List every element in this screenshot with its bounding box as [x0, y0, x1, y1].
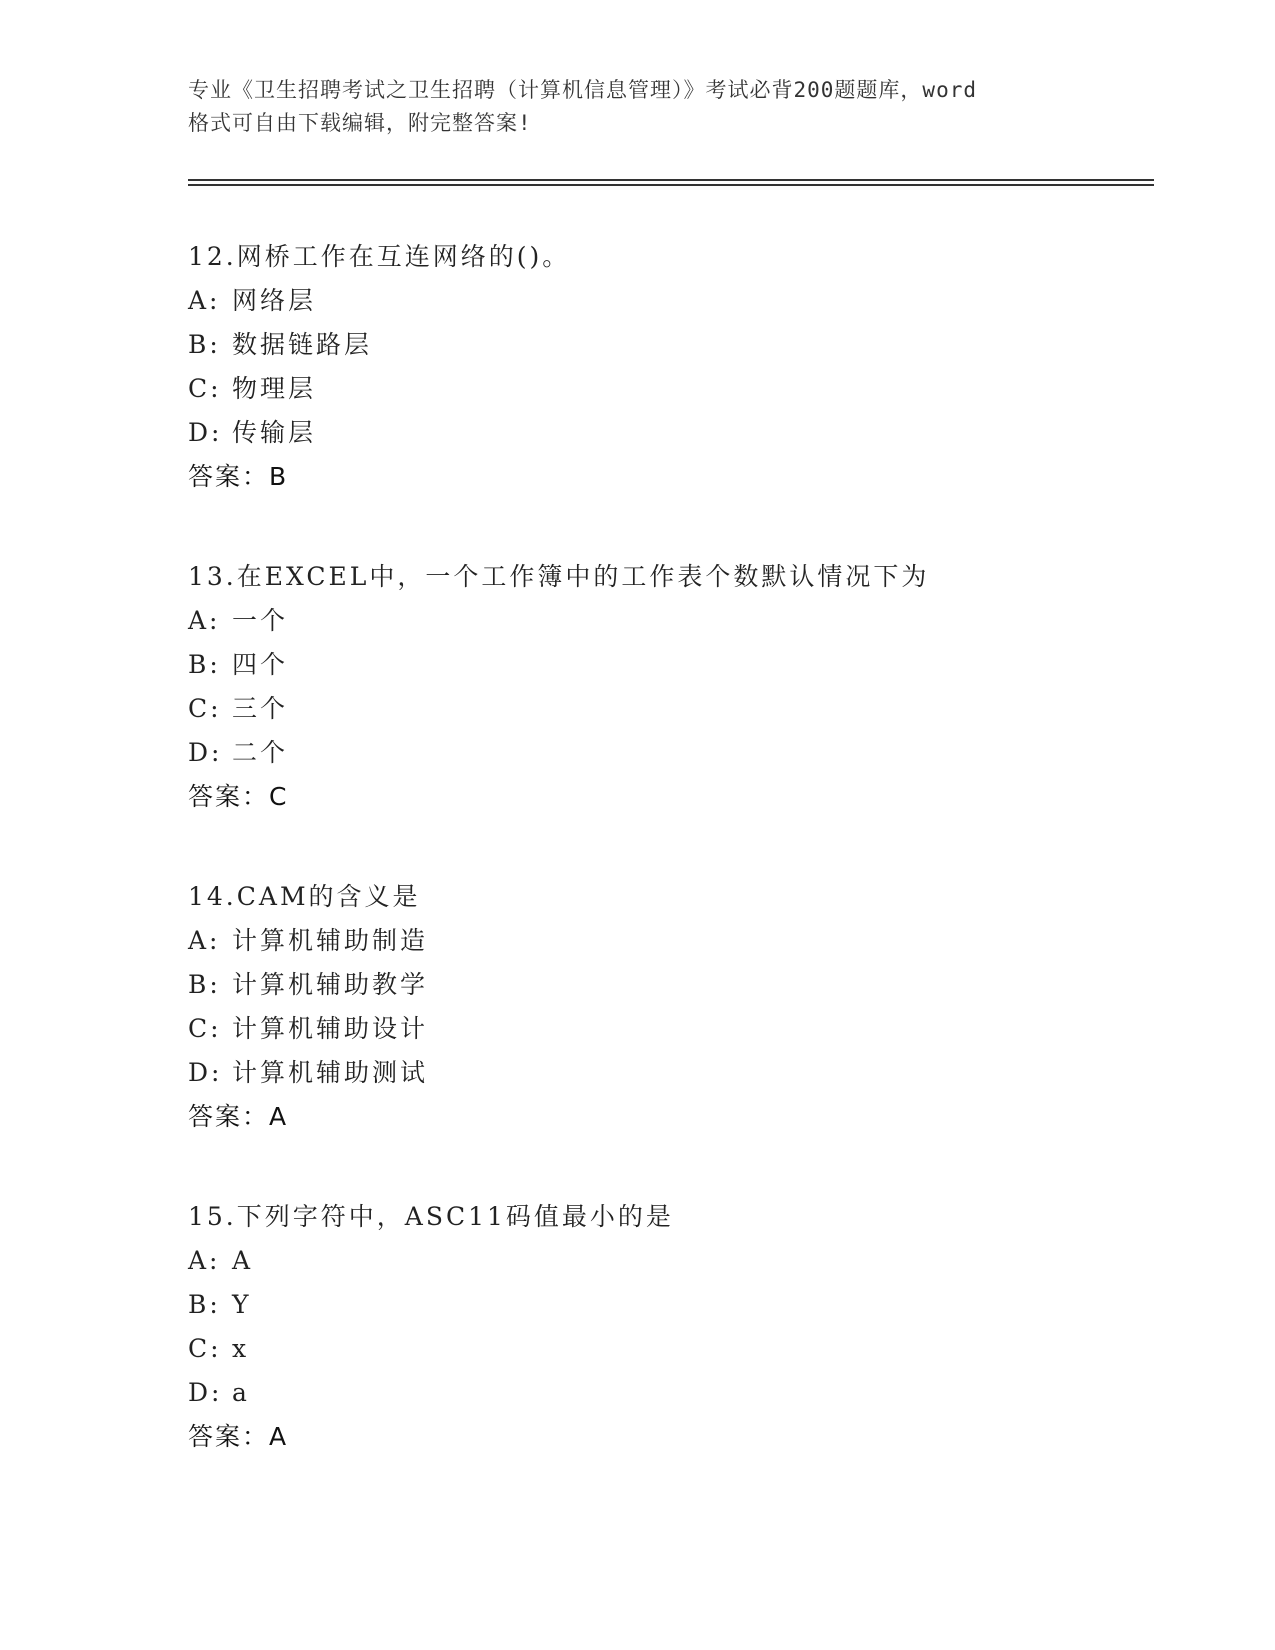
option-a [188, 279, 316, 323]
option-c [188, 1327, 249, 1371]
option-text: 网络层 [232, 286, 317, 315]
option-a [188, 1239, 253, 1283]
option-a [188, 919, 428, 963]
option-b [188, 323, 372, 367]
option-c [188, 1007, 428, 1051]
option-d [188, 1371, 250, 1415]
option-text: 计算机辅助测试 [232, 1058, 429, 1087]
option-key: B: [188, 330, 221, 359]
option-text: x [232, 1334, 250, 1363]
question-text: 15.下列字符中，ASC11码值最小的是 [188, 1202, 674, 1231]
header-line-2: 格式可自由下载编辑，附完整答案! [188, 111, 532, 135]
question-13 [188, 555, 1148, 875]
answer-text: 答案：B [188, 462, 289, 491]
option-d [188, 1051, 428, 1095]
option-text: 计算机辅助设计 [232, 1014, 429, 1043]
answer-text: 答案：A [188, 1102, 289, 1131]
option-b [188, 1283, 252, 1327]
question-12 [188, 235, 1148, 555]
option-d [188, 411, 316, 455]
option-text: 三个 [232, 694, 289, 723]
option-text: 传输层 [232, 418, 317, 447]
answer-text: 答案：A [188, 1422, 289, 1451]
option-text: 数据链路层 [232, 330, 373, 359]
header-line-1: 专业《卫生招聘考试之卫生招聘（计算机信息管理）》考试必背200题题库，word [188, 78, 977, 102]
option-key: D: [188, 738, 223, 767]
question-15 [188, 1195, 1148, 1515]
question-text: 14.CAM的含义是 [188, 882, 421, 911]
option-key: A: [188, 286, 221, 315]
option-key: C: [188, 694, 222, 723]
option-key: D: [188, 1378, 223, 1407]
option-text: A [232, 1246, 254, 1275]
option-c [188, 687, 288, 731]
option-key: B: [188, 650, 221, 679]
option-text: 二个 [232, 738, 289, 767]
option-key: A: [188, 606, 221, 635]
question-text: 12.网桥工作在互连网络的()。 [188, 242, 571, 271]
option-d [188, 731, 288, 775]
question-text: 13.在EXCEL中，一个工作簿中的工作表个数默认情况下为 [188, 562, 930, 591]
answer-text: 答案：C [188, 782, 289, 811]
option-b [188, 963, 428, 1007]
option-text: 四个 [232, 650, 289, 679]
option-text: 物理层 [232, 374, 317, 403]
option-key: C: [188, 1014, 222, 1043]
header-divider-top [188, 179, 1154, 181]
option-key: C: [188, 374, 222, 403]
option-text: 计算机辅助教学 [232, 970, 429, 999]
option-key: A: [188, 1246, 221, 1275]
option-text: 计算机辅助制造 [232, 926, 429, 955]
option-text: a [232, 1378, 250, 1407]
option-a [188, 599, 288, 643]
option-key: C: [188, 1334, 222, 1363]
option-text: 一个 [232, 606, 289, 635]
question-list [188, 235, 1148, 1515]
option-key: A: [188, 926, 221, 955]
header-divider-bottom [188, 184, 1154, 186]
option-key: B: [188, 970, 221, 999]
option-key: B: [188, 1290, 221, 1319]
option-text: Y [232, 1290, 252, 1319]
option-b [188, 643, 288, 687]
option-key: D: [188, 418, 223, 447]
document-header [188, 74, 1088, 140]
option-key: D: [188, 1058, 223, 1087]
question-14 [188, 875, 1148, 1195]
option-c [188, 367, 316, 411]
